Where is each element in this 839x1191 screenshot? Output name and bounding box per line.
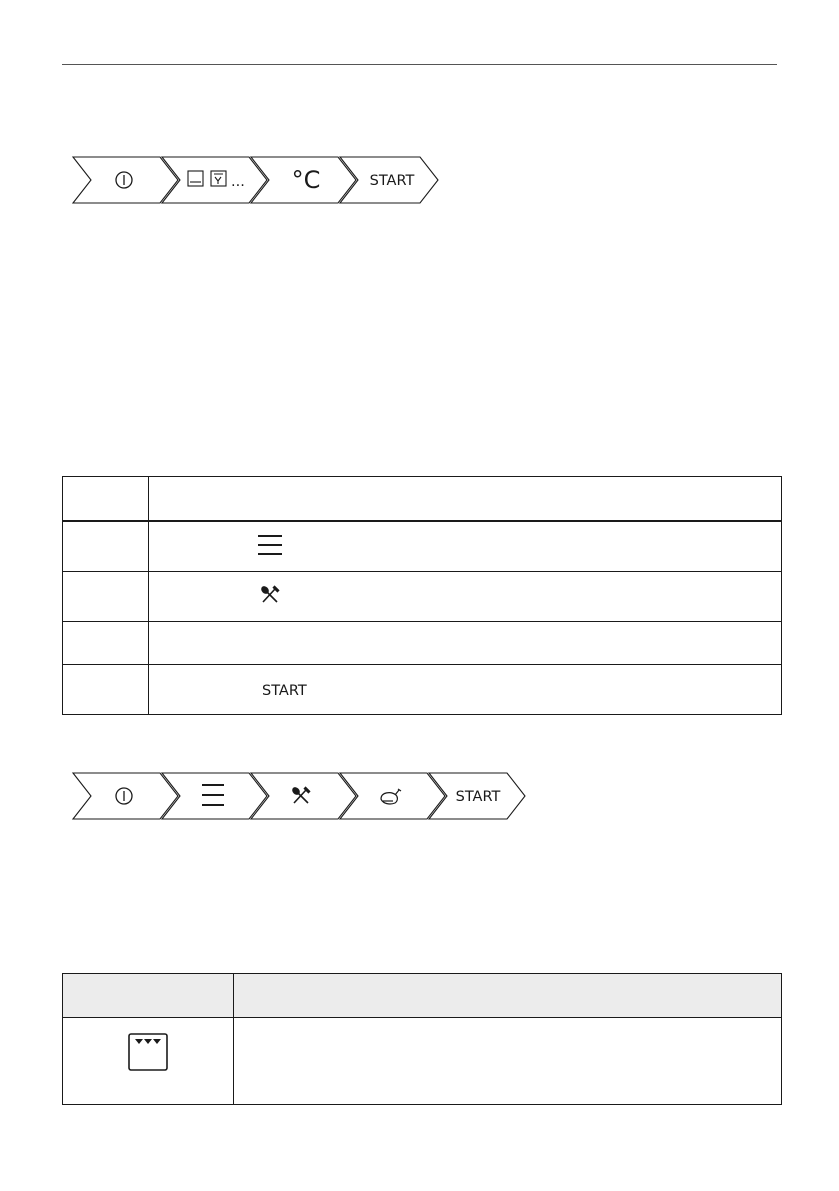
oven-functions-icon <box>188 171 226 186</box>
power-icon <box>116 172 132 188</box>
table-2 <box>62 973 782 1105</box>
table-row <box>63 622 782 665</box>
roast-chicken-icon <box>381 789 401 804</box>
step-arrow <box>73 157 178 203</box>
start-label: START <box>455 789 501 805</box>
power-icon <box>116 788 132 804</box>
menu-icon <box>258 534 282 560</box>
menu-icon <box>202 785 224 805</box>
header-rule <box>62 64 777 65</box>
start-label: START <box>369 173 415 189</box>
oven-top-heat-icon <box>127 1032 169 1076</box>
table-row <box>63 521 782 572</box>
cutlery-icon <box>292 787 310 803</box>
cutlery-icon <box>260 585 280 609</box>
table-row <box>63 572 782 622</box>
step-sequence-b <box>70 771 530 821</box>
step-sequence-a <box>70 155 440 205</box>
oven-functions-suffix: ... <box>231 174 245 190</box>
temperature-label: °C <box>291 166 321 194</box>
step-arrow <box>73 773 178 819</box>
table-row <box>63 1018 782 1105</box>
table-row <box>63 665 782 715</box>
table-1 <box>62 476 782 715</box>
table-header-row <box>63 974 782 1018</box>
table-header-row <box>63 477 782 522</box>
start-label: START <box>262 682 307 699</box>
